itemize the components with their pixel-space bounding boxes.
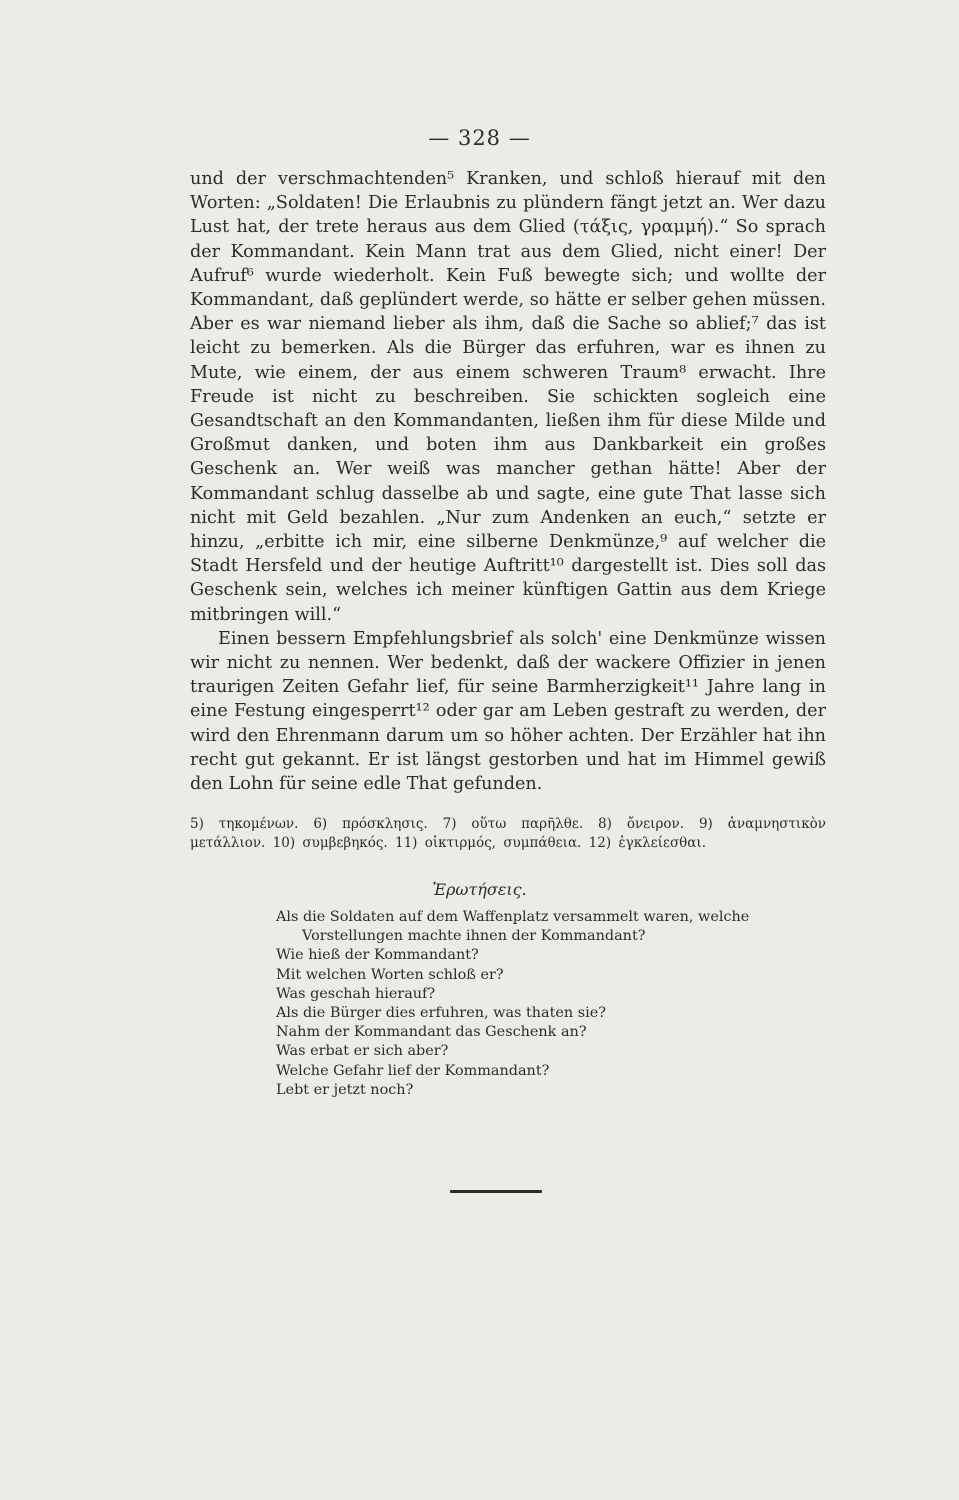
paragraph: und der verschmachtenden⁵ Kranken, und schloß hierauf mit den Worten: „Soldaten! Die Erlaubnis zu plündern fängt jetzt an. Wer dazu Lust hat, der trete heraus aus dem Glied (τάξις, γραμμή).“ So sprach der Kommandant. Kein Mann trat aus dem Glied, nicht einer! Der Aufruf⁶ wurde wiederholt. Kein Fuß bewegte sich; und wollte der Kommandant, daß geplündert werde, so hätte er selber gehen müssen. Aber es war niemand lieber als ihm, daß die Sache so ablief;⁷ das ist leicht zu bemerken. Als die Bürger das erfuhren, war es ihnen zu Mute, wie einem, der aus einem schweren Traum⁸ erwacht. Ihre Freude ist nicht zu beschreiben. Sie schickten sogleich eine Gesandtschaft an den Kommandanten, ließen ihm für diese Milde und Großmut danken, und boten ihm aus Dankbarkeit ein großes Geschenk an. Wer weiß was mancher gethan hätte! Aber der Kommandant schlug dasselbe ab und sagte, eine gute That lasse sich nicht mit Geld bezahlen. „Nur zum Andenken an euch,“ setzte er hinzu, „erbitte ich mir, eine silberne Denkmünze,⁹ auf welcher die Stadt Hersfeld und der heutige Auftritt¹⁰ dargestellt ist. Dies soll das Geschenk sein, welches ich meiner künftigen Gattin aus dem Kriege mitbringen will.“ — [190, 169, 826, 625]
questions-list — [276, 908, 836, 1100]
question-item: Was erbat er sich aber? — [276, 1043, 449, 1060]
question-item: Was geschah hierauf? — [276, 985, 436, 1002]
end-rule — [450, 1190, 542, 1193]
question-item: Nahm der Kommandant das Geschenk an? — [276, 1024, 587, 1041]
question-item: Wie hieß der Kommandant? — [276, 947, 479, 964]
question-item: Als die Soldaten auf dem Waffenplatz versammelt waren, welche Vorstellungen machte ihnen der Kommandant? — [276, 909, 750, 945]
question-item: Lebt er jetzt noch? — [276, 1081, 414, 1098]
question-item: Als die Bürger dies erfuhren, was thaten sie? — [276, 1005, 606, 1022]
footnotes: 5) τηκομένων. 6) πρόσκλησις. 7) οὕτω παρῆλθε. 8) ὄνειρον. 9) ἀναμνηστικὸν μετάλλιον. 10) συμβεβηκός. 11) οἰκτιρμός, συμπάθεια. 12) ἐγκλείεσθαι. — [190, 816, 826, 851]
question-item: Mit welchen Worten schloß er? — [276, 966, 504, 983]
paragraph: Einen bessern Empfehlungsbrief als solch' eine Denkmünze wissen wir nicht zu nennen. Wer bedenkt, daß der wackere Offizier in jenen traurigen Zeiten Gefahr lief, für seine Barmherzigkeit¹¹ Jahre lang in eine Festung eingesperrt¹² oder gar am Leben gestraft zu werden, der wird den Ehrenmann darum um so höher achten. Der Erzähler hat ihn recht gut gekannt. Er ist längst gestorben und hat im Himmel gewiß den Lohn für seine edle That gefunden. — [190, 628, 826, 795]
question-item: Welche Gefahr lief der Kommandant? — [276, 1062, 550, 1079]
questions-title: Ἐρωτήσεις. — [432, 880, 527, 899]
page-number: — 328 — — [428, 126, 531, 150]
body-text — [190, 167, 826, 796]
